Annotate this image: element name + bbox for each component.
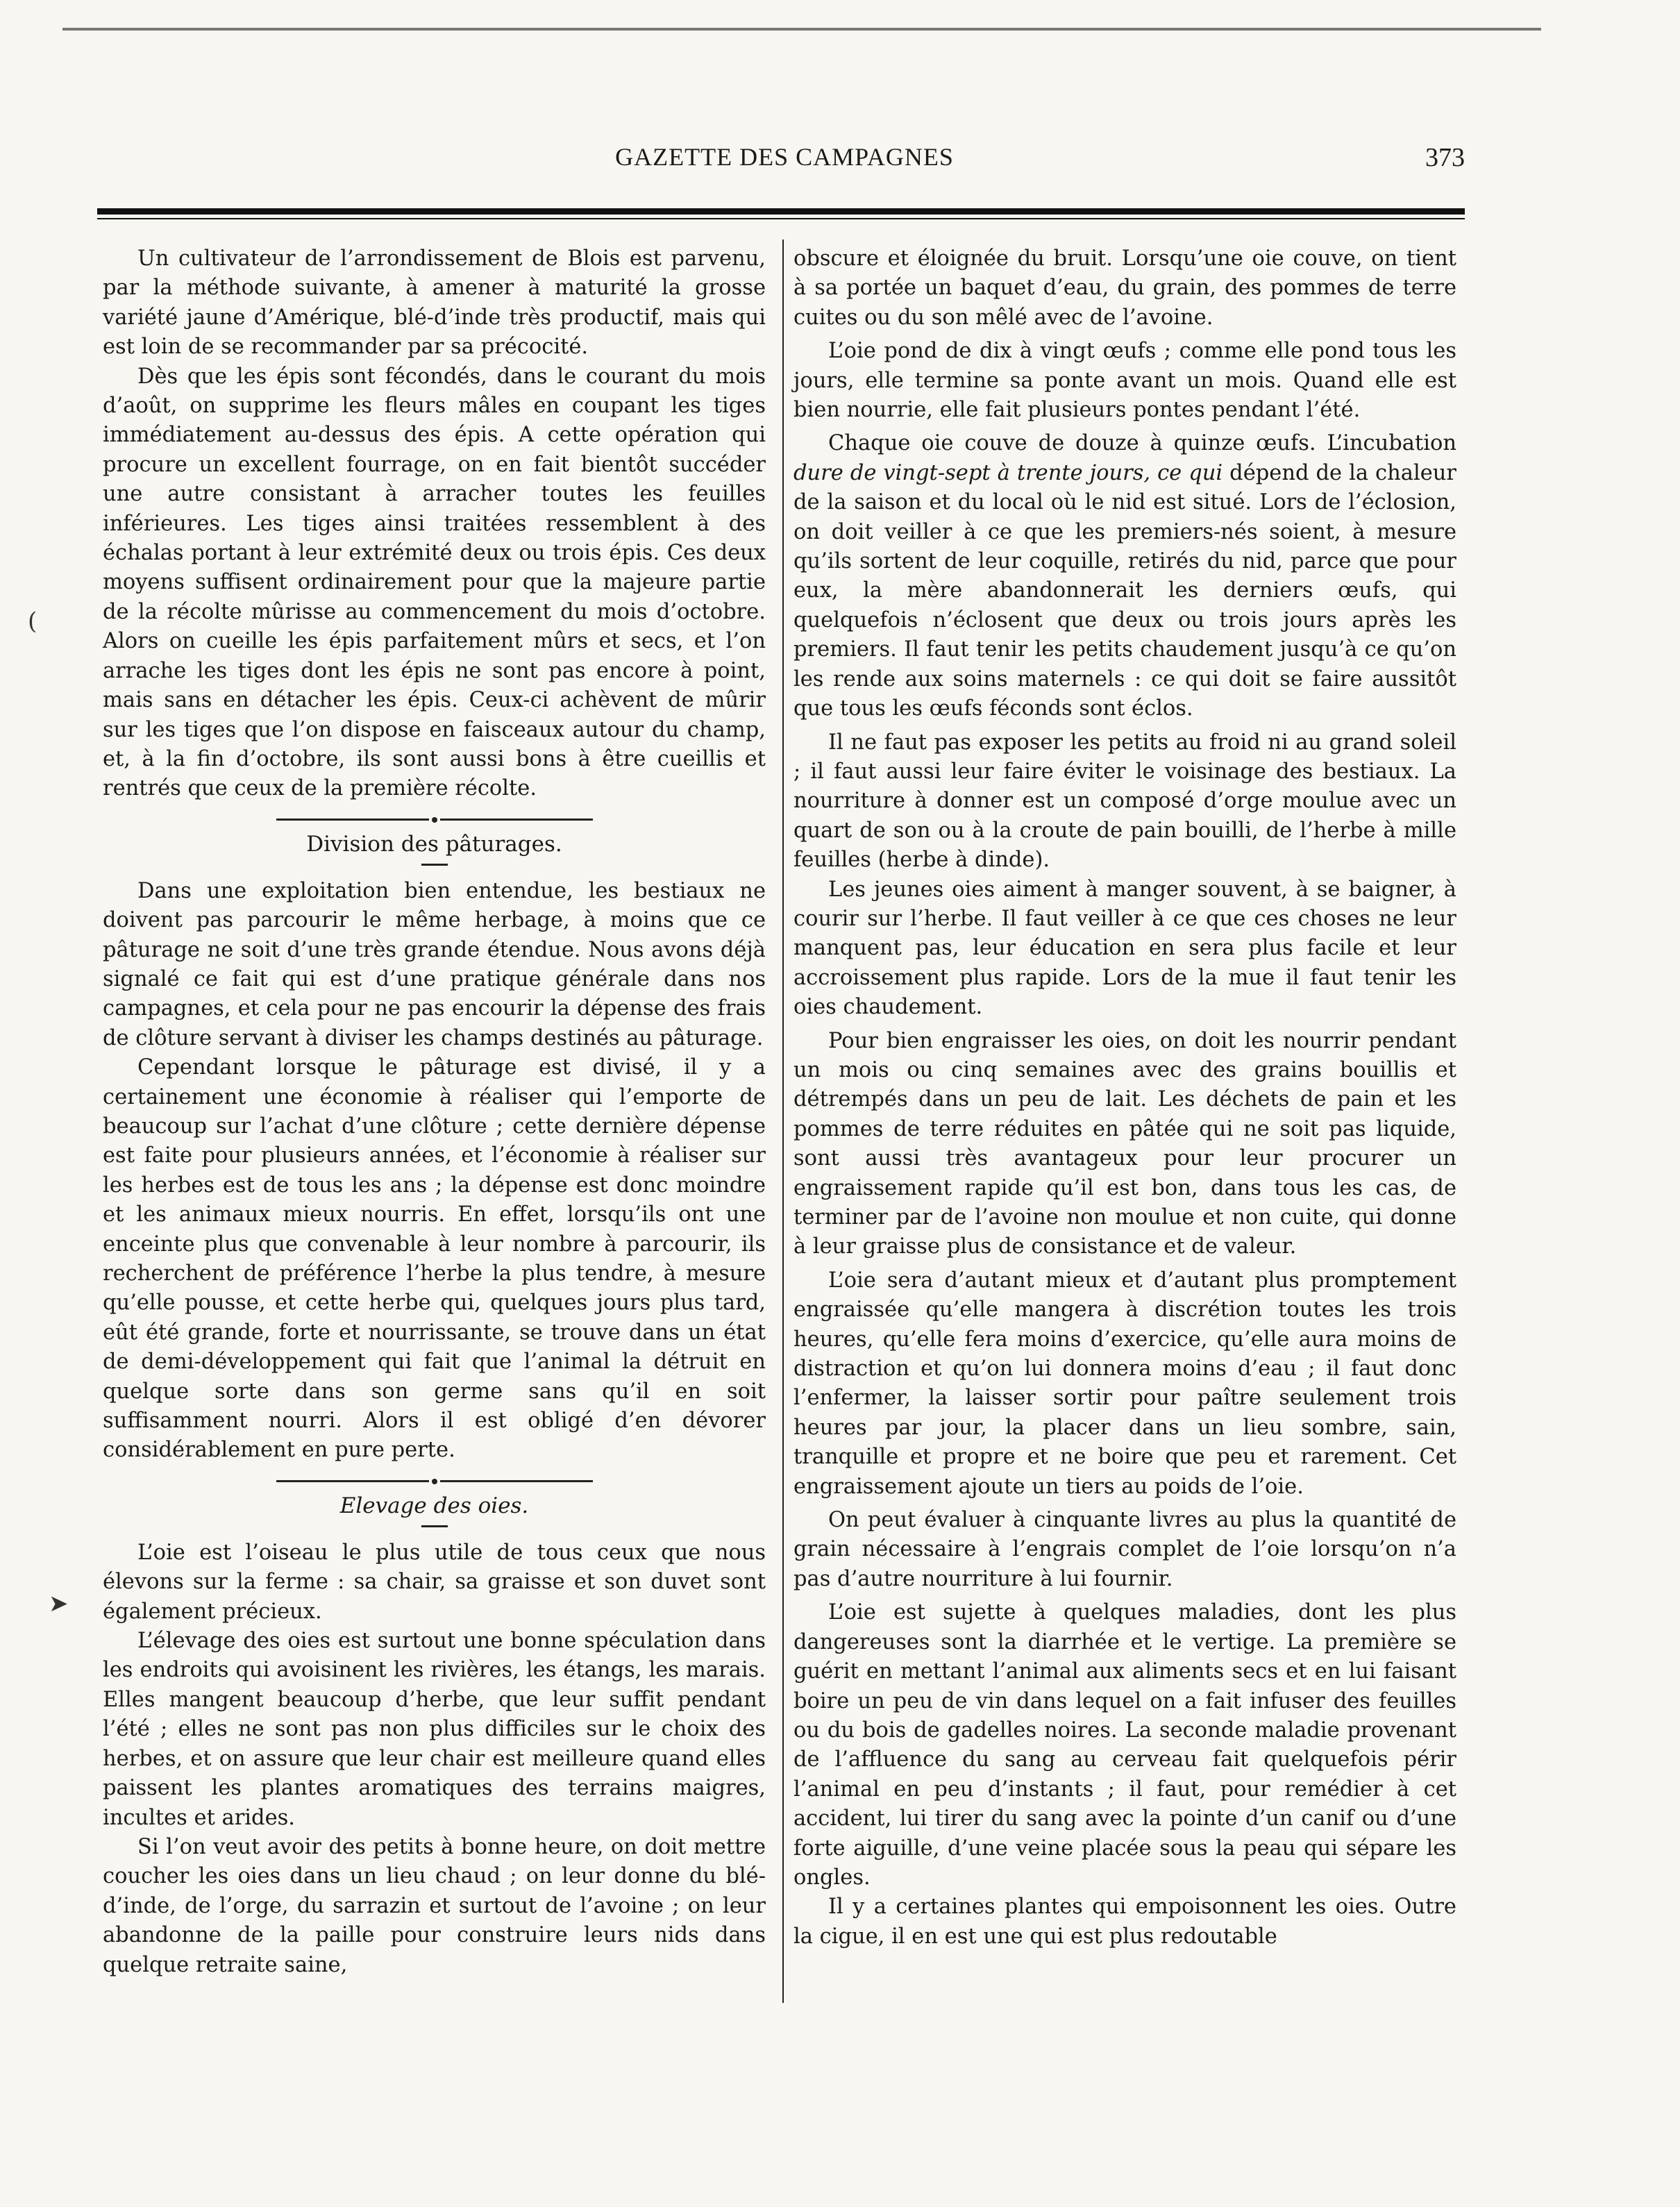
paragraph: Il y a certaines plantes qui empoisonnent les oies. Outre la cigue, il en est une qui est plus redoutable (793, 1895, 1456, 1949)
paragraph: Un cultivateur de l’arrondissement de Blois est parvenu, par la méthode suivante, à amener à maturité la grosse variété jaune d’Amérique, blé-d’inde très productif, mais qui est loin de se recommander par sa précocité. (103, 246, 766, 360)
paragraph: Dans une exploitation bien entendue, les bestiaux ne doivent pas parcourir le même herbage, à moins que ce pâturage ne soit d’une très grande étendue. Nous avons déjà signalé ce fait qui est d’une pratique générale dans nos campagnes, et cela pour ne pas encourir la dépense des frais de clôture servant à diviser les champs destinés au pâturage. (103, 878, 766, 1050)
text-run: dépend de la chaleur de la saison et du local où le nid est situé. Lors de l’éclosion, on doit veiller à ce que les premiers-nés soient, à mesure qu’ils sortent de leur coquille, retirés du nid, parce que pour eux, la mère abandonnerait les derniers œufs, qui quelquefois n’éclosent que deux ou trois jours après les premiers. Il faut tenir les petits chaudement jusqu’à ce qu’on les rende aux soins maternels : ce qui doit se faire aussitôt que tous les œufs féconds sont éclos. (793, 460, 1456, 721)
left-column (103, 244, 766, 1980)
paragraph: L’élevage des oies est surtout une bonne spéculation dans les endroits qui avoisinent les rivières, les étangs, les marais. Elles mangent beaucoup d’herbe, que leur suffit pendant l’été ; elles ne sont pas non plus difficiles sur le choix des herbes, et on assure que leur chair est meilleure quand elles paissent les plantes aromatiques des terrains maigres, incultes et arides. (103, 1629, 766, 1830)
top-border-rule (62, 28, 1541, 31)
title-dash (421, 1525, 448, 1527)
right-column (793, 244, 1456, 1952)
italic-text-run: dure de vingt-sept à trente jours, ce qui (793, 460, 1223, 485)
paragraph: On peut évaluer à cinquante livres au plus la quantité de grain nécessaire à l’engrais complet de l’oie lorsqu’on n’a pas d’autre nourriture à lui fournir. (793, 1508, 1456, 1591)
paragraph: Dès que les épis sont fécondés, dans le courant du mois d’août, on supprime les fleurs mâles en coupant les tiges immédiatement au-dessus des épis. A cette opération qui procure un excellent fourrage, on en fait bientôt succéder une autre consistant à arracher toutes les feuilles inférieures. Les tiges ainsi traitées ressemblent à des échalas portant à leur extrémité deux ou trois épis. Ces deux moyens suffisent ordinairement pour que la majeure partie de la récolte mûrisse au commencement du mois d’octobre. Alors on cueille les épis parfaitement mûrs et secs, et l’on arrache les tiges dont les épis ne sont pas encore à point, mais sans en détacher les épis. Ceux-ci achèvent de mûrir sur les tiges que l’on dispose en faisceaux autour du champ, et, à la fin d’octobre, ils sont aussi bons à être cueillis et rentrés que ceux de la première récolte. (103, 364, 766, 801)
section-separator (103, 814, 766, 826)
paragraph: Si l’on veut avoir des petits à bonne heure, on doit mettre coucher les oies dans un lieu chaud ; on leur donne du blé-d’inde, de l’orge, du sarrazin et surtout de l’avoine ; on leur abandonne de la paille pour construire leurs nids dans quelque retraite saine, (103, 1834, 766, 1977)
paragraph: L’oie pond de dix à vingt œufs ; comme elle pond tous les jours, elle termine sa ponte avant un mois. Quand elle est bien nourrie, elle fait plusieurs pontes pendant l’été. (793, 339, 1456, 423)
section-title-division-paturages: Division des pâturages. (306, 831, 562, 857)
margin-arrow-mark: ➤ (49, 1590, 69, 1618)
paragraph: L’oie est l’oiseau le plus utile de tous ceux que nous élevons sur la ferme : sa chair, sa graisse et son duvet sont également précieux. (103, 1540, 766, 1624)
paragraph: L’oie est sujette à quelques maladies, dont les plus dangereuses sont la diarrhée et le vertige. La première se guérit en mettant l’animal aux aliments secs et en lui faisant boire un peu de vin dans lequel on a fait infuser des feuilles ou du bois de gadelles noires. La seconde maladie provenant de l’affluence du sang au cerveau fait quelquefois périr l’animal en peu d’instants ; il faut, pour remédier à cet accident, lui tirer du sang avec la pointe d’un canif ou d’une forte aiguille, d’une veine placée sous la peau qui sépare les ongles. (793, 1600, 1456, 1890)
running-title: GAZETTE DES CAMPAGNES (615, 143, 954, 171)
page-header (104, 142, 1465, 184)
paragraph (793, 429, 1456, 723)
text-run: Chaque oie couve de douze à quinze œufs. L’incubation (828, 431, 1456, 456)
column-divider (782, 240, 784, 2003)
page-number: 373 (1425, 143, 1465, 172)
paragraph: Pour bien engraisser les oies, on doit les nourrir pendant un mois ou cinq semaines avec des grains bouillis et détrempés dans un peu de lait. Les déchets de pain et les pommes de terre réduites en pâtée qui ne soit pas liquide, sont aussi très avantageux pour leur procurer un engraissement rapide qu’il est bon, dans tous les cas, de terminer par de l’avoine non moulue et non cuite, qui donne à leur graisse plus de consistance et de valeur. (793, 1028, 1456, 1259)
section-separator (103, 1475, 766, 1488)
header-rule-thick (97, 208, 1465, 215)
title-dash (421, 864, 448, 866)
header-rule-thin (97, 218, 1465, 219)
paragraph: Il ne faut pas exposer les petits au froid ni au grand soleil ; il faut aussi leur faire éviter le voisinage des bestiaux. La nourriture à donner est un composé d’orge moulue avec un quart de son ou à la croute de pain bouilli, de l’herbe à mille feuilles (herbe à dinde). (793, 730, 1456, 873)
section-title-elevage-oies: Elevage des oies. (339, 1493, 529, 1518)
margin-bracket-mark: ( (28, 607, 37, 635)
paragraph: L’oie sera d’autant mieux et d’autant plus promptement engraissée qu’elle mangera à discrétion toutes les trois heures, qu’elle fera moins d’exercice, qu’elle aura moins de distraction et qu’on lui donnera moins d’eau ; il faut donc l’enfermer, la laisser sortir pour paître seulement trois heures par jour, la placer dans un lieu sombre, sain, tranquille et propre et ne boire que peu et rarement. Cet engraissement ajoute un tiers au poids de l’oie. (793, 1268, 1456, 1499)
paragraph: Les jeunes oies aiment à manger souvent, à se baigner, à courir sur l’herbe. Il faut veiller à ce que ces choses ne leur manquent pas, leur éducation en sera plus facile et leur accroissement plus rapide. Lors de la mue il faut tenir les oies chaudement. (793, 877, 1456, 1020)
paragraph: Cependant lorsque le pâturage est divisé, il y a certainement une économie à réaliser qui l’emporte de beaucoup sur l’achat d’une clôture ; cette dernière dépense est faite pour plusieurs années, et l’économie à réaliser sur les herbes est de tous les ans ; la dépense est donc moindre et les animaux mieux nourris. En effet, lorsqu’ils ont une enceinte plus que convenable à leur nombre à parcourir, ils recherchent de préférence l’herbe la plus tendre, à mesure qu’elle pousse, et cette herbe qui, quelques jours plus tard, eût été grande, forte et nourrissante, se trouve dans un état de demi-développement qui fait que l’animal la détruit en quelque sorte dans son germe sans qu’il en soit suffisamment nourri. Alors il est obligé d’en dévorer considérablement en pure perte. (103, 1055, 766, 1463)
paragraph: obscure et éloignée du bruit. Lorsqu’une oie couve, on tient à sa portée un baquet d’eau, du grain, des pommes de terre cuites ou du son mêlé avec de l’avoine. (793, 246, 1456, 330)
